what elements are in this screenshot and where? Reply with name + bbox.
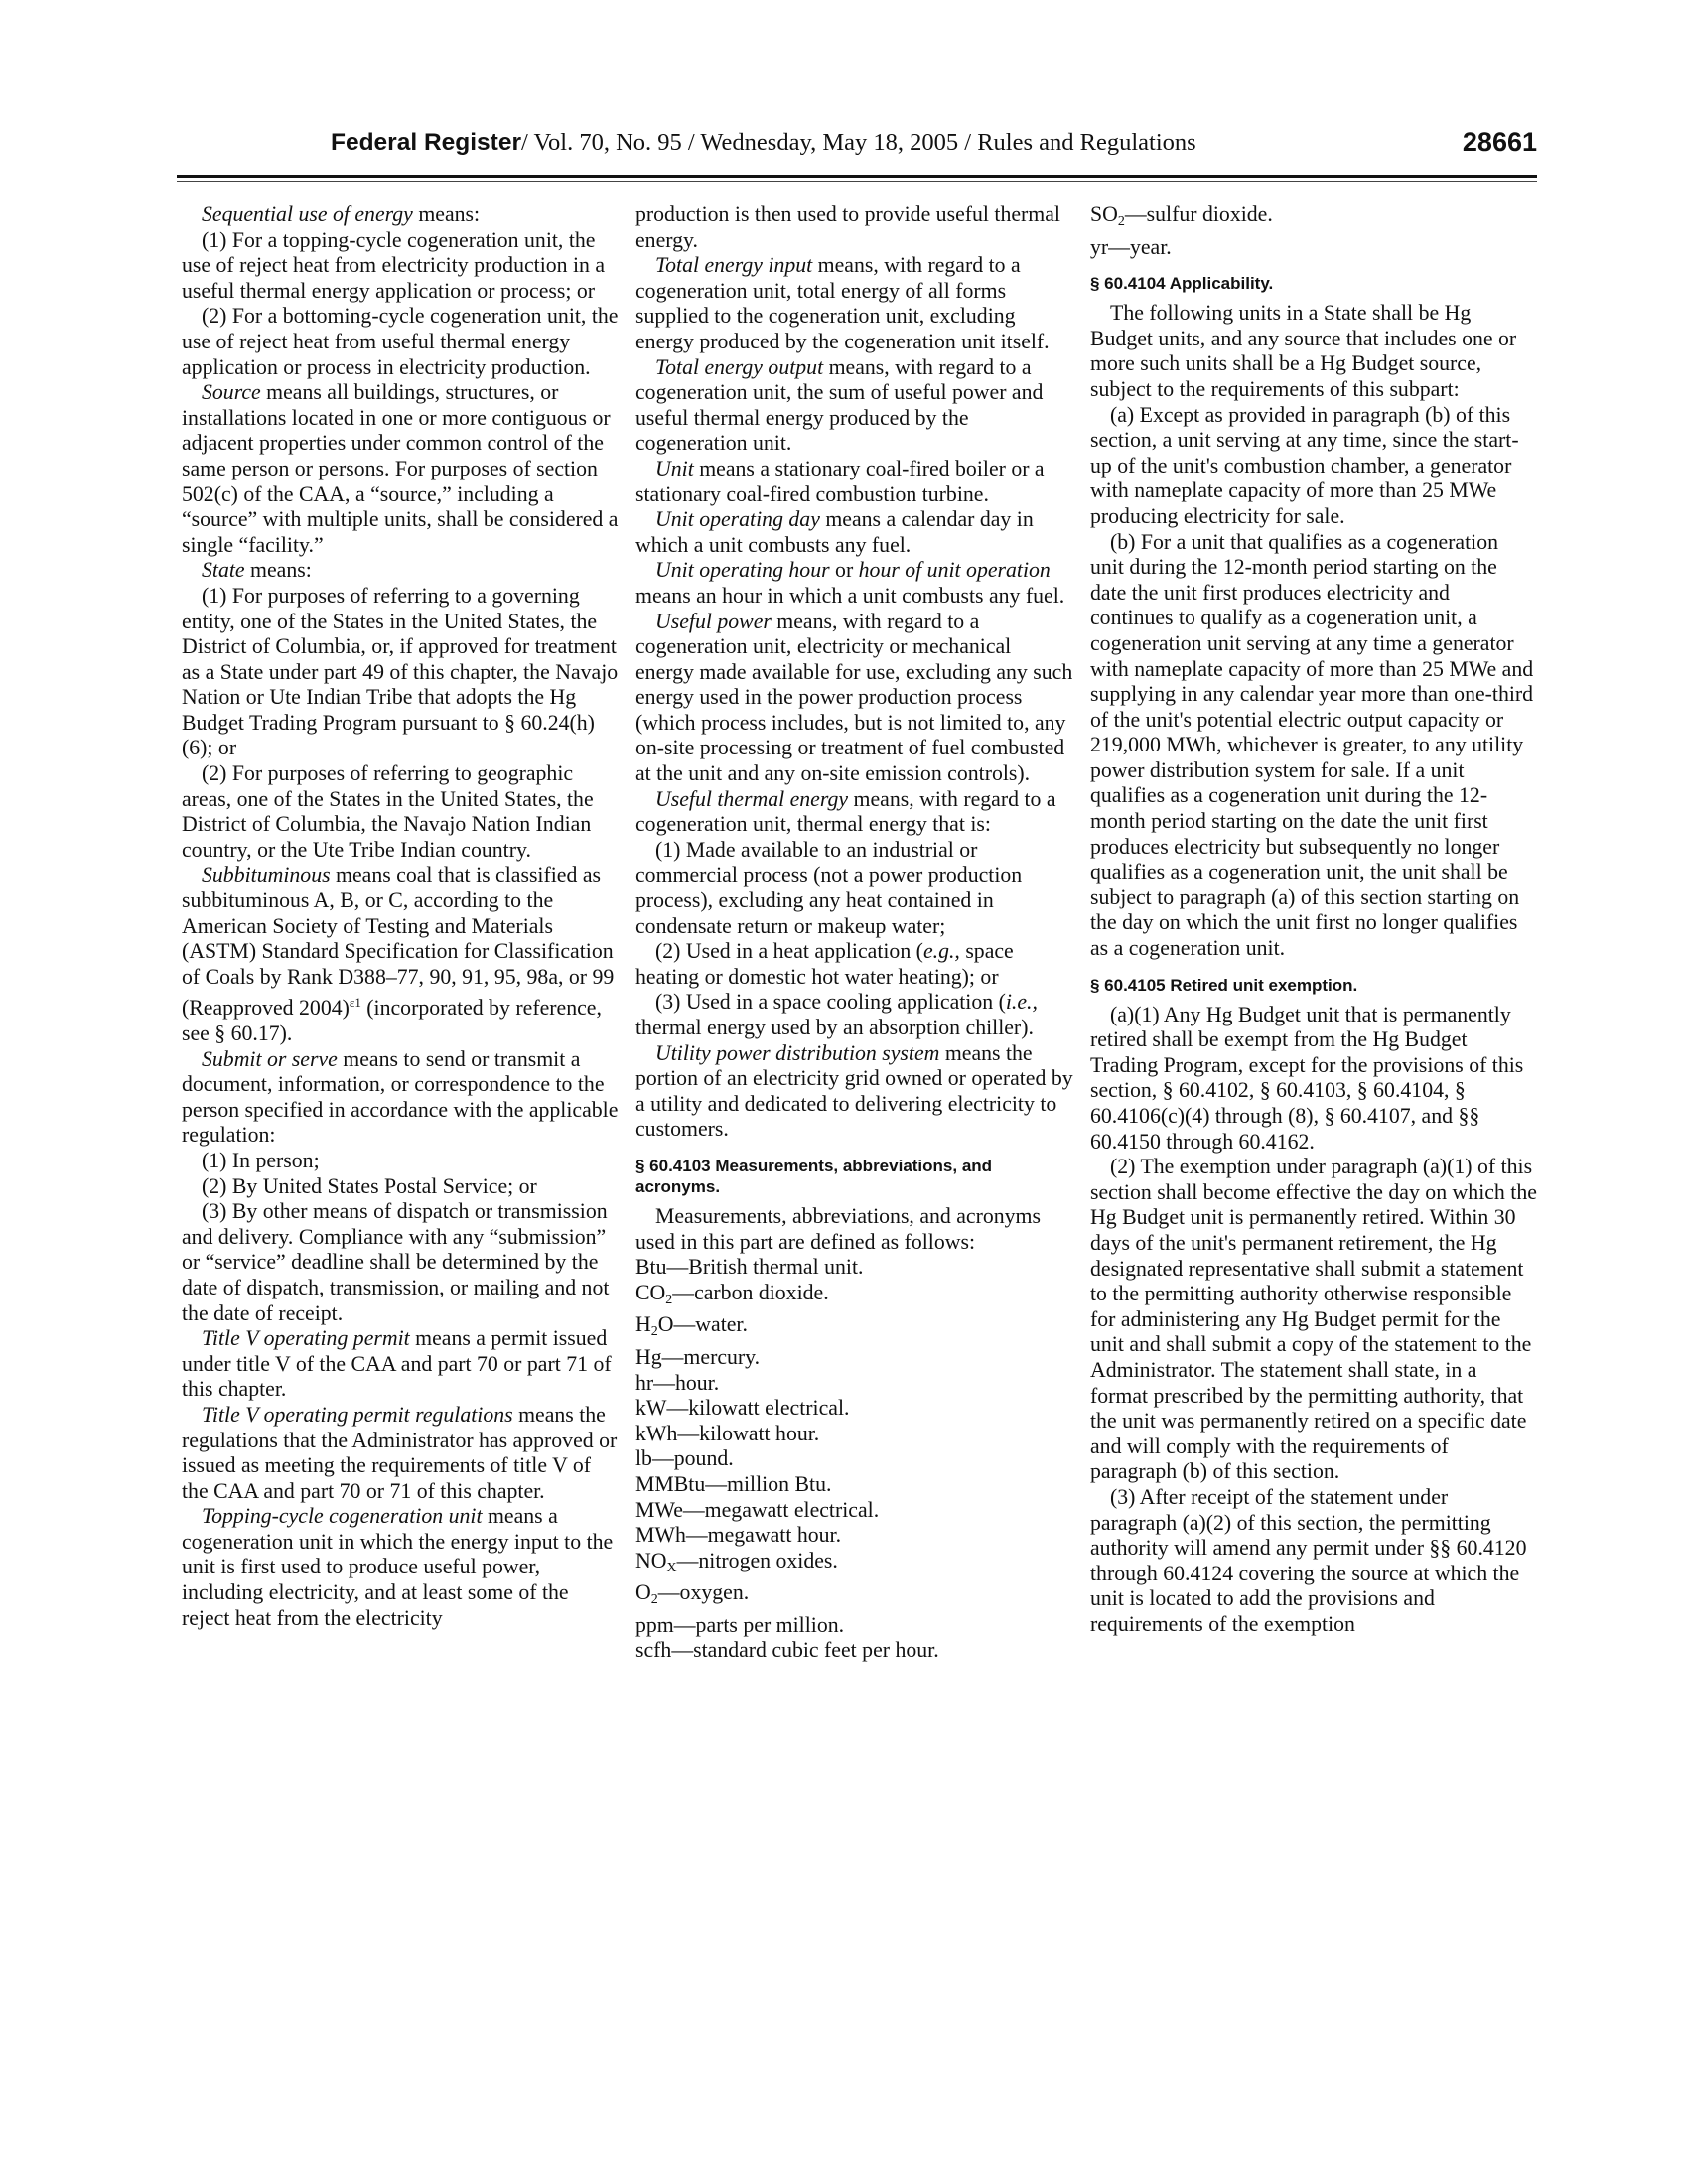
term: Utility power distribution system: [655, 1040, 940, 1065]
definition-state: [182, 558, 621, 584]
term: hour of unit operation: [858, 558, 1051, 583]
definition-text: means, with regard to a cogeneration unit, total energy of all forms supplied to the cogeneration unit, excluding energy produced by the cogeneration unit itself.: [635, 253, 1050, 353]
definition-text: means:: [244, 558, 312, 583]
term: Useful thermal energy: [655, 786, 849, 811]
text: SO: [1090, 203, 1118, 226]
definition-text: means all buildings, structures, or installations located in one or more contiguous or adjacent properties under common control of the same person or persons. For purposes of section 502(c) of the CAA, a “source,” including a “source” with multiple units, shall be considered a single “facility.”: [182, 380, 619, 557]
subscript: 2: [665, 1292, 673, 1307]
text: —nitrogen oxides.: [676, 1548, 838, 1572]
abbreviation: MWe—megawatt electrical.: [635, 1497, 880, 1522]
column-2: [635, 203, 1074, 1664]
definition-text: means a stationary coal-fired boiler or a stationary coal-fired combustion turbine.: [635, 456, 1045, 506]
definition-text: means a permit issued under title V of the CAA and part 70 or part 71 of this chapter.: [182, 1326, 612, 1402]
paragraph: (1) For a topping-cycle cogeneration unit, the use of reject heat from electricity production in a useful thermal energy application or process; or: [182, 227, 606, 303]
definition-text: means coal that is classified as subbituminous A, B, or C, according to the American Society of Testing and Materials (ASTM) Standard Specification for Classification of Coals by Rank D388–77, 90, 91, 95, 98a, or 99 (Reapproved 2004): [182, 863, 615, 1021]
abbreviation: scfh—standard cubic feet per hour.: [635, 1638, 939, 1663]
text: space heating or domestic hot water heating); or: [635, 939, 1014, 989]
text: H: [635, 1312, 651, 1337]
paragraph: (2) By United States Postal Service; or: [202, 1173, 537, 1198]
subscript: 2: [650, 1592, 658, 1608]
paragraph: The following units in a State shall be Hg Budget units, and any source that includes one or more such units shall be a Hg Budget source, subject to the requirements of this subpart:: [1090, 301, 1517, 401]
definition-total-energy-input: [635, 253, 1074, 354]
header-rule: [177, 175, 1537, 178]
page-header: [177, 125, 1537, 165]
definition-source: [182, 380, 621, 558]
abbreviation: [635, 1281, 1074, 1313]
definition-sequential-use: [182, 203, 621, 228]
paragraph: [635, 990, 1074, 1040]
text: —sulfur dioxide.: [1124, 203, 1273, 226]
term: Source: [202, 380, 261, 405]
text: (2) Used in a heat application (: [655, 939, 923, 964]
abbreviation: [1090, 203, 1537, 235]
definition-text: means the portion of an electricity grid owned or operated by a utility and dedicated to delivering electricity to customers.: [635, 1040, 1073, 1142]
term: State: [202, 558, 245, 583]
text: —oxygen.: [657, 1580, 750, 1605]
definition-useful-thermal-energy: [635, 787, 1074, 838]
abbreviation: [635, 1549, 1074, 1581]
definition-text: means the regulations that the Administrator has approved or issued as meeting the requirements of title V of the CAA and part 70 or 71 of this chapter.: [182, 1402, 618, 1503]
term: Subbituminous: [202, 863, 331, 887]
definition-submit-or-serve: [182, 1047, 621, 1149]
italic-text: i.e.,: [1005, 990, 1038, 1015]
definition-title-v-regulations: [182, 1403, 621, 1504]
paragraph: production is then used to provide useful thermal energy.: [635, 203, 1060, 252]
header-rule-thin: [177, 181, 1537, 182]
definition-text: means, with regard to a cogeneration unit, the sum of useful power and useful thermal energy produced by the cogeneration unit.: [635, 354, 1044, 456]
publication-name: Federal Register: [331, 129, 521, 156]
term: Unit operating hour: [655, 558, 830, 583]
abbreviation: kW—kilowatt electrical.: [635, 1396, 850, 1421]
paragraph: (3) After receipt of the statement under paragraph (a)(2) of this section, the permitting authority will amend any permit under §§ 60.4120 through 60.4124 covering the source at which the unit is located to add the provisions and requirements of the exemption: [1090, 1484, 1527, 1636]
term: Unit: [655, 456, 694, 480]
definition-unit: [635, 457, 1074, 507]
subscript: X: [666, 1560, 677, 1575]
term: Unit operating day: [655, 507, 820, 532]
term: Submit or serve: [202, 1046, 338, 1071]
italic-text: e.g.,: [922, 939, 960, 964]
header-title: [331, 129, 1196, 157]
abbreviation: Btu—British thermal unit.: [635, 1255, 864, 1280]
term: Title V operating permit regulations: [202, 1402, 513, 1427]
abbreviation: MWh—megawatt hour.: [635, 1523, 842, 1548]
definition-useful-power: [635, 610, 1074, 787]
text: thermal energy used by an absorption chiller).: [635, 1016, 1034, 1039]
abbreviation: yr—year.: [1090, 234, 1172, 259]
page-number: 28661: [1462, 127, 1537, 157]
definition-text: means an hour in which a unit combusts any fuel.: [635, 583, 1065, 608]
definition-subbituminous: [182, 863, 621, 1046]
term: Useful power: [655, 609, 772, 633]
text: NO: [635, 1548, 667, 1572]
definition-text: (incorporated by reference, see § 60.17).: [182, 996, 602, 1045]
paragraph: (1) Made available to an industrial or commercial process (not a power production process), excluding any heat contained in condensate return or makeup water;: [635, 837, 1023, 938]
definition-text: means to send or transmit a document, information, or correspondence to the person specified in accordance with the applicable regulation:: [182, 1046, 619, 1148]
paragraph: Measurements, abbreviations, and acronyms used in this part are defined as follows:: [635, 1203, 1041, 1254]
term: Sequential use of energy: [202, 203, 413, 226]
paragraph: (2) For purposes of referring to geographic areas, one of the States in the United States, the District of Columbia, the Navajo Nation Indian country, or the Ute Tribe Indian country.: [182, 761, 594, 862]
paragraph: (1) In person;: [202, 1148, 320, 1172]
superscript: ε1: [349, 995, 361, 1011]
definition-title-v-permit: [182, 1326, 621, 1403]
abbreviation: Hg—mercury.: [635, 1344, 761, 1369]
definition-unit-operating-hour: [635, 558, 1074, 609]
text: (3) Used in a space cooling application (: [655, 990, 1006, 1015]
paragraph: (3) By other means of dispatch or transmission and delivery. Compliance with any “submission” or “service” deadline shall be determined by the date of dispatch, transmission, or mailing and not the date of receipt.: [182, 1199, 610, 1325]
abbreviation: ppm—parts per million.: [635, 1612, 845, 1637]
paragraph: (2) The exemption under paragraph (a)(1) of this section shall become effective the day on which the Hg Budget unit is permanently retired. Within 30 days of the unit's permanent retirement, the Hg designated representative shall submit a statement to the permitting authority otherwise responsible for administering any Hg Budget permit for the unit and shall submit a copy of the statement to the Administrator. The statement shall state, in a format prescribed by the permitting authority, that the unit was permanently retired on a specific date and will comply with the requirements of paragraph (b) of this section.: [1090, 1155, 1537, 1484]
definition-total-energy-output: [635, 355, 1074, 457]
abbreviation: hr—hour.: [635, 1370, 720, 1395]
section-heading-60-4104: § 60.4104 Applicability.: [1090, 274, 1274, 294]
definition-utility-power-distribution: [635, 1041, 1074, 1143]
paragraph: (1) For purposes of referring to a governing entity, one of the States in the United States, the District of Columbia, or, if approved for treatment as a State under part 49 of this chapter, the Navajo Nation or Ute Indian Tribe that adopts the Hg Budget Trading Program pursuant to § 60.24(h)(6); or: [182, 583, 619, 760]
abbreviation: [635, 1580, 1074, 1613]
definition-text: means, with regard to a cogeneration unit, electricity or mechanical energy made available for use, excluding any such energy used in the power production process (which process includes, but is not limited to, any on-site processing or treatment of fuel combusted at the unit and any on-site emission controls).: [635, 609, 1073, 786]
paragraph: (b) For a unit that qualifies as a cogeneration unit during the 12-month period starting on the date the unit first produces electricity and continues to qualify as a cogeneration unit, a cogeneration unit serving at any time a generator with nameplate capacity of more than 25 MWe and supplying in any calendar year more than one-third of the unit's potential electric output capacity or 219,000 MWh, whichever is greater, to any utility power distribution system for sale. If a unit qualifies as a cogeneration unit during the 12-month period starting on the date the unit first produces electricity but subsequently no longer qualifies as a cogeneration unit, the unit shall be subject to paragraph (a) of this section starting on the day on which the unit first no longer qualifies as a cogeneration unit.: [1090, 529, 1534, 961]
term: Total energy input: [655, 253, 813, 278]
issue-details: / Vol. 70, No. 95 / Wednesday, May 18, 2005 / Rules and Regulations: [521, 129, 1196, 156]
column-1: [182, 203, 621, 1631]
abbreviation: [635, 1312, 1074, 1345]
definition-unit-operating-day: [635, 507, 1074, 558]
term: Total energy output: [655, 354, 824, 379]
section-heading-60-4105: § 60.4105 Retired unit exemption.: [1090, 975, 1358, 995]
text: O: [635, 1580, 651, 1605]
definition-text: means, with regard to a cogeneration unit, thermal energy that is:: [635, 786, 1056, 837]
paragraph: (a)(1) Any Hg Budget unit that is permanently retired shall be exempt from the Hg Budget Trading Program, except for the provisions of this section, § 60.4102, § 60.4103, § 60.4104, § 60.4106(c)(4) through (8), § 60.4107, and §§ 60.4150 through 60.4162.: [1090, 1002, 1524, 1154]
subscript: 2: [1117, 214, 1125, 229]
column-3: [1090, 203, 1537, 1637]
term: Topping-cycle cogeneration unit: [202, 1504, 483, 1529]
text: O—water.: [657, 1312, 748, 1337]
text: —carbon dioxide.: [672, 1280, 829, 1304]
paragraph: [635, 939, 1074, 990]
definition-text: or: [829, 558, 859, 583]
definition-text: means a cogeneration unit in which the energy input to the unit is first used to produce useful power, including electricity, and at least some of the reject heat from the electricity: [182, 1504, 614, 1630]
subscript: 2: [650, 1324, 658, 1340]
abbreviation: kWh—kilowatt hour.: [635, 1421, 820, 1445]
definition-topping-cycle: [182, 1504, 621, 1631]
abbreviation: MMBtu—million Btu.: [635, 1471, 832, 1496]
abbreviation: lb—pound.: [635, 1446, 734, 1471]
definition-text: means a calendar day in which a unit combusts any fuel.: [635, 507, 1034, 557]
paragraph: (2) For a bottoming-cycle cogeneration unit, the use of reject heat from useful thermal energy application or process in electricity production.: [182, 304, 619, 379]
definition-text: means:: [412, 203, 481, 226]
term: Title V operating permit: [202, 1326, 410, 1351]
paragraph: (a) Except as provided in paragraph (b) of this section, a unit serving at any time, since the start-up of the unit's combustion chamber, a generator with nameplate capacity of more than 25 MWe producing electricity for sale.: [1090, 402, 1519, 528]
text: CO: [635, 1280, 666, 1304]
section-heading-60-4103: § 60.4103 Measurements, abbreviations, and acronyms.: [635, 1156, 993, 1196]
